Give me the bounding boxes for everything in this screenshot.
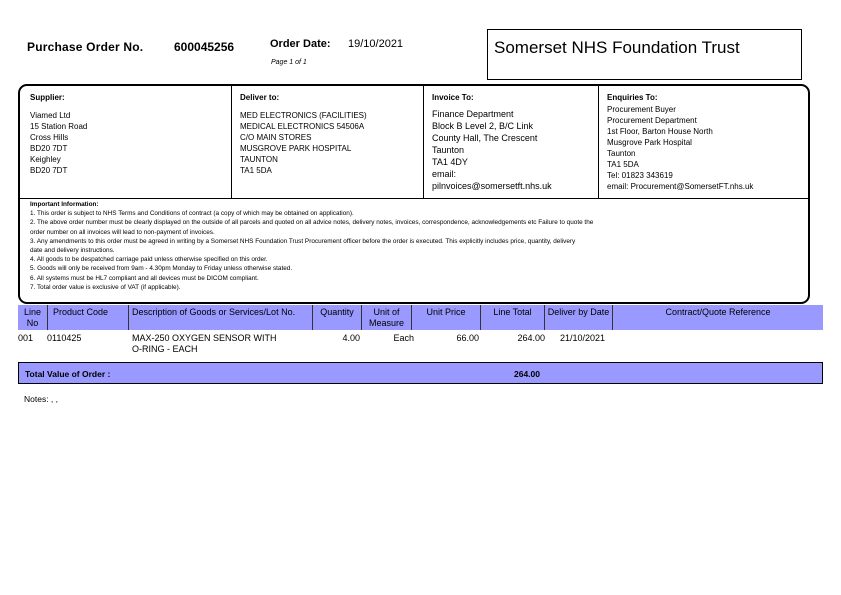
invoice-to-line: TA1 4DY: [432, 157, 468, 167]
enquiries-to-heading: Enquiries To:: [607, 93, 658, 102]
cell-product-code: 0110425: [47, 333, 82, 343]
header-line-no-2: No: [26, 318, 39, 328]
supplier-line: BD20 7DT: [30, 144, 68, 153]
line-items-header: [18, 305, 823, 330]
important-line: 1. This order is subject to NHS Terms and Conditions of contract (a copy of which may be obtained on application).: [30, 210, 354, 218]
supplier-line: Keighley: [30, 155, 61, 164]
header-line-no: [18, 305, 48, 330]
cell-description-line: O-RING - EACH: [132, 344, 198, 354]
invoice-to-line: Taunton: [432, 145, 465, 155]
enquiries-phone: Tel: 01823 343619: [607, 171, 673, 180]
invoice-to-heading: Invoice To:: [432, 93, 474, 102]
header-unit-1: Unit of: [373, 307, 400, 317]
important-line: 5. Goods will only be received from 9am - 4.30pm Monday to Friday unless otherwise stated.: [30, 265, 293, 273]
supplier-line: Cross Hills: [30, 133, 69, 142]
invoice-to-line: County Hall, The Crescent: [432, 133, 538, 143]
deliver-to-line: MED ELECTRONICS (FACILITIES): [240, 111, 367, 120]
invoice-to-line: Finance Department: [432, 109, 514, 119]
enquiries-email: email: Procurement@SomersetFT.nhs.uk: [607, 182, 754, 191]
deliver-to-line: TA1 5DA: [240, 166, 272, 175]
cell-description-line: MAX-250 OXYGEN SENSOR WITH: [132, 333, 277, 343]
page-number: Page 1 of 1: [271, 59, 307, 66]
cell-deliver-by: 21/10/2021: [559, 333, 605, 343]
order-total-bar: [18, 362, 823, 384]
order-date: 19/10/2021: [348, 38, 404, 50]
important-line: 3. Any amendments to this order must be agreed in writing by a Somerset NHS Foundation Trust Procurement officer before the order is executed. This explicitly includes price, quantity, delivery: [30, 237, 576, 245]
invoice-email: pilnvoices@somersetft.nhs.uk: [432, 181, 552, 191]
column-divider: [423, 86, 424, 198]
enquiries-to-block: [607, 92, 753, 192]
enquiries-line: TA1 5DA: [607, 160, 639, 169]
deliver-to-line: C/O MAIN STORES: [240, 133, 312, 142]
column-divider: [598, 86, 599, 198]
deliver-to-heading: Deliver to:: [240, 93, 280, 102]
important-line: order number on all invoices will lead to non-payment of invoices.: [30, 228, 215, 236]
enquiries-line: Musgrove Park Hospital: [607, 138, 692, 147]
notes: Notes: , ,: [24, 394, 59, 404]
deliver-to-line: TAUNTON: [240, 155, 278, 164]
header-unit-of-measure: [362, 305, 412, 330]
cell-unit: Each: [393, 333, 414, 343]
cell-line-no: 001: [18, 333, 34, 343]
enquiries-line: Taunton: [607, 149, 636, 158]
invoice-to-line: email:: [432, 169, 457, 179]
header-contract-reference: Contract/Quote Reference: [665, 307, 771, 317]
deliver-to-line: MEDICAL ELECTRONICS 54506A: [240, 122, 365, 131]
important-line: 4. All goods to be despatched carriage paid unless otherwise specified on this order.: [30, 256, 268, 264]
header-description: Description of Goods or Services/Lot No.: [129, 305, 313, 330]
cell-description: [132, 333, 277, 355]
invoice-to-line: Block B Level 2, B/C Link: [432, 121, 534, 131]
total-value: 264.00: [514, 369, 540, 379]
header-line-no-1: Line: [23, 307, 41, 317]
important-line: 6. All systems must be HL7 compliant and all devices must be DICOM compliant.: [30, 274, 259, 282]
important-information: [30, 200, 800, 292]
po-number-label: Purchase Order No.: [27, 40, 144, 54]
order-date-label: Order Date:: [270, 38, 331, 50]
table-row: [18, 331, 823, 359]
cell-unit-price: 66.00: [456, 333, 479, 343]
supplier-heading: Supplier:: [30, 93, 65, 102]
deliver-to-block: [240, 92, 367, 176]
header-quantity: Quantity: [313, 305, 362, 330]
supplier-line: 15 Station Road: [30, 122, 88, 131]
po-number: 600045256: [174, 40, 235, 54]
trust-name-box: [487, 29, 802, 80]
header-unit-price: Unit Price: [412, 305, 481, 330]
important-line: date and delivery instructions.: [30, 247, 115, 255]
supplier-line: Viamed Ltd: [30, 111, 71, 120]
header-deliver-by: Deliver by Date: [545, 305, 613, 330]
trust-name: Somerset NHS Foundation Trust: [494, 38, 740, 57]
header-line-total: Line Total: [481, 305, 545, 330]
important-line: 7. Total order value is exclusive of VAT (if applicable).: [30, 283, 181, 291]
important-heading: Important Information:: [30, 201, 99, 208]
header-product-code: Product Code: [48, 305, 129, 330]
cell-quantity: 4.00: [342, 333, 360, 343]
supplier-line: BD20 7DT: [30, 166, 68, 175]
important-line: 2. The above order number must be clearly displayed on the outside of all parcels and quoted on all advice notes, delivery notes, invoices, correspondence, acknowledgements etc Failure to quote the: [30, 219, 594, 227]
deliver-to-line: MUSGROVE PARK HOSPITAL: [240, 144, 352, 153]
total-label: Total Value of Order :: [25, 369, 111, 379]
section-divider: [20, 198, 808, 199]
cell-line-total: 264.00: [517, 333, 545, 343]
column-divider: [231, 86, 232, 198]
enquiries-line: Procurement Buyer: [607, 105, 676, 114]
enquiries-line: 1st Floor, Barton House North: [607, 127, 713, 136]
header-unit-2: Measure: [368, 318, 404, 328]
order-info-panel: [18, 84, 810, 304]
enquiries-line: Procurement Department: [607, 116, 697, 125]
invoice-to-block: [432, 92, 552, 192]
supplier-block: [30, 92, 87, 176]
